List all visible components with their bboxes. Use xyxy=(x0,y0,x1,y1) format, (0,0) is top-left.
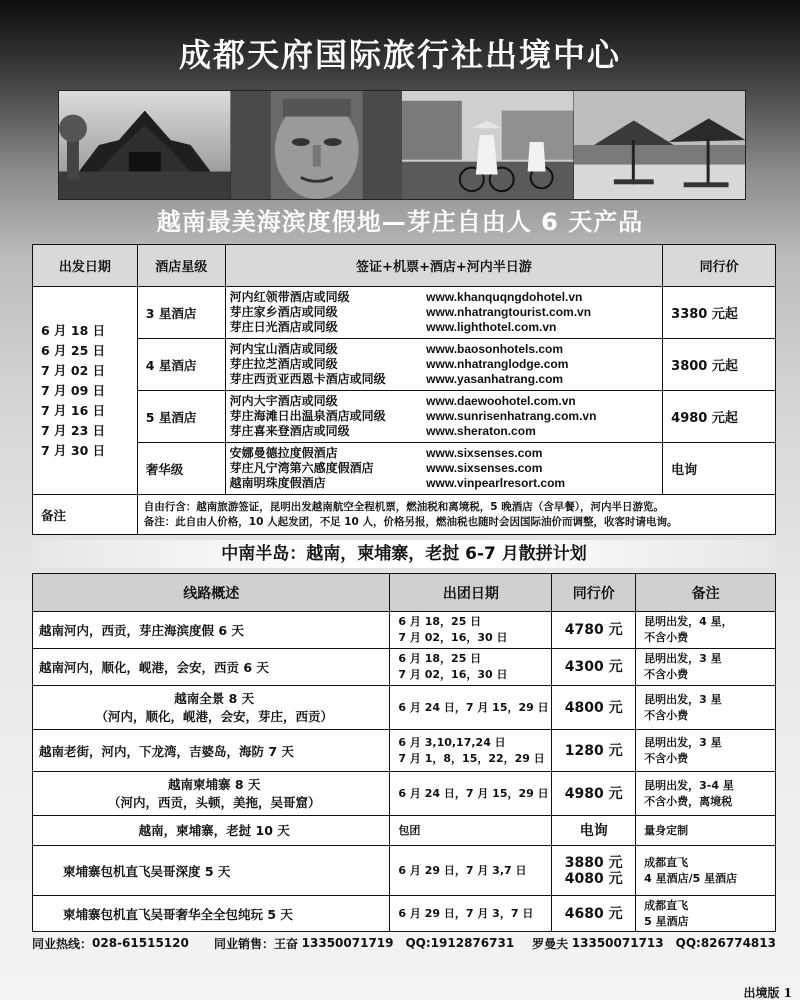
hotel-list xyxy=(225,339,663,391)
hotel-package-table xyxy=(32,244,776,535)
departure-date: 6 月 18 日 xyxy=(41,322,106,338)
notes-text xyxy=(137,495,775,535)
route-cell xyxy=(33,772,390,816)
departure-date: 7 月 02 日 xyxy=(41,362,106,378)
departure-dates-cell xyxy=(33,287,138,495)
table-row xyxy=(33,443,776,495)
departure-cell xyxy=(390,649,552,686)
remark-cell xyxy=(636,686,776,730)
hotel-url: www.sixsenses.com xyxy=(426,446,543,460)
contact-name: 王奋 xyxy=(274,936,299,951)
remark-text: 不含小费，离境税 xyxy=(644,794,733,808)
route-text: 越南河内，顺化，岘港，会安，西贡 6 天 xyxy=(39,660,269,675)
remark-cell xyxy=(636,730,776,772)
departure-text: 6 月 29 日，7 月 3,7 日 xyxy=(398,863,527,877)
temple-photo-icon xyxy=(59,91,231,199)
hotel-name: 安娜曼德拉度假酒店 xyxy=(229,446,338,460)
table-row xyxy=(33,649,776,686)
remark-text: 不含小费 xyxy=(644,631,689,644)
hotline-label: 同业热线： xyxy=(32,936,93,951)
remark-text: 成都直飞 xyxy=(644,898,689,912)
column-header: 酒店星级 xyxy=(137,245,225,287)
price-cell: 4980 元起 xyxy=(663,391,776,443)
hotel-name: 芽庄西贡亚西恩卡酒店或同级 xyxy=(229,372,386,386)
table-header-row xyxy=(33,245,776,287)
hotel-url: www.yasanhatrang.com xyxy=(426,372,564,386)
departure-text: 6 月 24 日，7 月 15，29 日 xyxy=(398,700,549,714)
hotel-line xyxy=(230,357,659,372)
price-text: 4680 元 xyxy=(564,905,623,922)
star-level: 3 星酒店 xyxy=(137,287,225,339)
hotel-list xyxy=(225,287,663,339)
route-cell xyxy=(33,686,390,730)
remark-text: 昆明出发，3 星 xyxy=(644,735,722,749)
hotel-name: 河内大宇酒店或同级 xyxy=(229,394,338,408)
group-tour-table xyxy=(32,573,776,932)
notes-label: 备注 xyxy=(33,495,138,535)
departure-text: 7 月 02，16，30 日 xyxy=(398,631,508,644)
table-row xyxy=(33,339,776,391)
remark-cell xyxy=(636,816,776,846)
hotel-name: 芽庄日光酒店或同级 xyxy=(229,320,338,334)
hotel-line xyxy=(230,372,659,387)
table-header-row xyxy=(33,574,776,612)
remark-text: 不含小费 xyxy=(644,708,689,722)
departure-cell xyxy=(390,896,552,932)
remark-cell xyxy=(636,896,776,932)
note-line: 备注：此自由人价格，10 人起发团，不足 10 人，价格另报，燃油税也随时会因国际油价而调整，收客时请电询。 xyxy=(143,515,678,528)
hotel-list xyxy=(225,391,663,443)
column-header: 同行价 xyxy=(552,574,636,612)
table-row xyxy=(33,612,776,649)
route-text: 柬埔寨包机直飞吴哥奢华全全包纯玩 5 天 xyxy=(63,906,293,922)
route-cell xyxy=(33,816,390,846)
departure-date: 7 月 23 日 xyxy=(41,422,106,438)
remark-text: 昆明出发，3 星 xyxy=(644,652,722,665)
remark-text: 昆明出发，3-4 星 xyxy=(644,778,734,792)
table-row xyxy=(33,846,776,896)
departure-cell xyxy=(390,612,552,649)
column-header: 备注 xyxy=(636,574,776,612)
table-row xyxy=(33,287,776,339)
departure-text: 7 月 02，16，30 日 xyxy=(398,668,508,681)
price-cell xyxy=(552,772,636,816)
price-cell xyxy=(552,730,636,772)
cyclists-photo-icon xyxy=(402,91,574,199)
remark-text: 5 星酒店 xyxy=(644,914,689,928)
hotel-name: 芽庄凡宁湾第六感度假酒店 xyxy=(229,461,374,475)
route-text: 越南柬埔寨 8 天 xyxy=(168,776,261,792)
hotel-line xyxy=(230,394,659,409)
remark-text: 成都直飞 xyxy=(644,855,689,869)
section-title: 中南半岛：越南，柬埔寨，老挝 6-7 月散拼计划 xyxy=(32,540,776,568)
column-header: 签证+机票+酒店+河内半日游 xyxy=(225,245,663,287)
sales-label: 同业销售： xyxy=(214,936,275,951)
price-cell xyxy=(552,896,636,932)
notes-row xyxy=(33,495,776,535)
departure-date: 7 月 09 日 xyxy=(41,382,106,398)
hotel-name: 河内宝山酒店或同级 xyxy=(229,342,338,356)
hotel-name: 芽庄海滩日出温泉酒店或同级 xyxy=(229,409,386,423)
footer-contacts xyxy=(32,934,776,952)
star-level: 奢华级 xyxy=(137,443,225,495)
hotel-url: www.nhatranglodge.com xyxy=(426,357,569,371)
price-text: 1280 元 xyxy=(564,742,623,759)
beach-umbrella-photo-icon xyxy=(574,91,746,199)
table-row xyxy=(33,772,776,816)
route-cell xyxy=(33,896,390,932)
hotel-url: www.sunrisenhatrang.com.vn xyxy=(426,409,597,423)
column-header: 出发日期 xyxy=(33,245,138,287)
table-row xyxy=(33,686,776,730)
departure-text: 6 月 29 日，7 月 3，7 日 xyxy=(398,906,534,920)
hotel-list xyxy=(225,443,663,495)
hotel-line xyxy=(230,305,659,320)
route-text: （河内，西贡，头顿，美拖，吴哥窟） xyxy=(107,794,321,810)
departure-cell xyxy=(390,816,552,846)
hotel-name: 越南明珠度假酒店 xyxy=(229,476,326,490)
remark-cell xyxy=(636,612,776,649)
contact-phone: 13350071713 xyxy=(571,936,664,950)
contact-qq: QQ:826774813 xyxy=(675,936,776,950)
hotel-line xyxy=(230,320,659,335)
remark-text: 昆明出发，4 星， xyxy=(644,615,733,628)
hotel-line xyxy=(230,424,659,439)
remark-text: 4 星酒店/5 星酒店 xyxy=(644,871,738,885)
price-cell xyxy=(552,686,636,730)
hotel-url: www.lighthotel.com.vn xyxy=(426,320,557,334)
hotel-url: www.vinpearlresort.com xyxy=(426,476,566,490)
route-cell xyxy=(33,846,390,896)
hotel-url: www.sixsenses.com xyxy=(426,461,543,475)
price-text: 4980 元 xyxy=(564,785,623,802)
note-line: 自由行含：越南旅游签证，昆明出发越南航空全程机票，燃油税和离境税，5 晚酒店（含早餐），河内半日游览。 xyxy=(143,500,665,513)
hotel-url: www.baosonhotels.com xyxy=(426,342,564,356)
photo-strip xyxy=(58,90,746,200)
remark-cell xyxy=(636,772,776,816)
departure-text: 6 月 24 日，7 月 15，29 日 xyxy=(398,786,549,800)
hotel-line xyxy=(230,290,659,305)
contact-name: 罗曼夫 xyxy=(532,936,569,951)
departure-cell xyxy=(390,730,552,772)
remark-text: 量身定制 xyxy=(644,823,689,837)
departure-cell xyxy=(390,686,552,730)
departure-text: 包团 xyxy=(398,823,421,837)
price-cell xyxy=(552,846,636,896)
route-cell xyxy=(33,730,390,772)
route-text: 柬埔寨包机直飞吴哥深度 5 天 xyxy=(63,863,231,879)
departure-text: 6 月 18，25 日 xyxy=(398,615,482,628)
hotel-name: 芽庄喜来登酒店或同级 xyxy=(229,424,350,438)
column-header: 线路概述 xyxy=(33,574,390,612)
table-row xyxy=(33,896,776,932)
hotel-url: www.khanquqngdohotel.vn xyxy=(426,290,583,304)
stone-face-photo-icon xyxy=(231,91,403,199)
hotel-name: 芽庄拉芝酒店或同级 xyxy=(229,357,338,371)
star-level: 5 星酒店 xyxy=(137,391,225,443)
departure-text: 6 月 3,10,17,24 日 xyxy=(398,735,506,749)
price-text: 4780 元 xyxy=(564,622,623,638)
departure-cell xyxy=(390,846,552,896)
departure-cell xyxy=(390,772,552,816)
price-text: 4300 元 xyxy=(564,659,623,675)
hotel-line xyxy=(230,476,659,491)
remark-text: 不含小费 xyxy=(644,668,689,681)
price-text: 电询 xyxy=(579,822,608,839)
star-level: 4 星酒店 xyxy=(137,339,225,391)
table-row xyxy=(33,816,776,846)
departure-text: 6 月 18，25 日 xyxy=(398,652,482,665)
column-header: 同行价 xyxy=(663,245,776,287)
remark-text: 不含小费 xyxy=(644,751,689,765)
price-cell: 3800 元起 xyxy=(663,339,776,391)
contact-phone: 13350071719 xyxy=(301,936,394,950)
hotel-line xyxy=(230,461,659,476)
remark-cell xyxy=(636,649,776,686)
departure-date: 7 月 30 日 xyxy=(41,442,106,458)
hotel-url: www.daewoohotel.com.vn xyxy=(426,394,576,408)
departure-text: 7 月 1，8，15，22，29 日 xyxy=(398,751,545,765)
price-cell xyxy=(552,612,636,649)
hotel-url: www.nhatrangtourist.com.vn xyxy=(426,305,592,319)
route-text: 越南全景 8 天 xyxy=(174,690,255,706)
remark-cell xyxy=(636,846,776,896)
price-cell xyxy=(552,649,636,686)
hotel-name: 河内红领带酒店或同级 xyxy=(229,290,350,304)
route-cell xyxy=(33,649,390,686)
departure-date: 7 月 16 日 xyxy=(41,402,106,418)
hotel-line xyxy=(230,446,659,461)
hotel-name: 芽庄家乡酒店或同级 xyxy=(229,305,338,319)
table-row xyxy=(33,730,776,772)
remark-text: 昆明出发，3 星 xyxy=(644,692,722,706)
price-text: 3880 元 xyxy=(564,854,623,871)
route-text: 越南老街，河内，下龙湾，吉婆岛，海防 7 天 xyxy=(39,743,294,759)
price-text: 4080 元 xyxy=(564,870,623,887)
hotline-number: 028-61515120 xyxy=(92,936,189,950)
price-text: 4800 元 xyxy=(564,699,623,716)
table-row xyxy=(33,391,776,443)
price-cell: 3380 元起 xyxy=(663,287,776,339)
page-title: 成都天府国际旅行社出境中心 xyxy=(178,36,621,74)
price-cell: 电询 xyxy=(663,443,776,495)
price-cell xyxy=(552,816,636,846)
hotel-line xyxy=(230,342,659,357)
hotel-line xyxy=(230,409,659,424)
route-cell xyxy=(33,612,390,649)
route-text: 越南，柬埔寨，老挝 10 天 xyxy=(138,822,290,838)
contact-qq: QQ:1912876731 xyxy=(405,936,515,950)
departure-date: 6 月 25 日 xyxy=(41,342,106,358)
route-text: 越南河内，西贡，芽庄海滨度假 6 天 xyxy=(39,623,244,638)
hotel-url: www.sheraton.com xyxy=(426,424,536,438)
route-text: （河内，顺化，岘港，会安，芽庄，西贡） xyxy=(95,708,333,724)
page-number: 出境版 1 xyxy=(743,986,792,1000)
column-header: 出团日期 xyxy=(390,574,552,612)
product-subtitle: 越南最美海滨度假地—芽庄自由人 6 天产品 xyxy=(156,208,644,236)
